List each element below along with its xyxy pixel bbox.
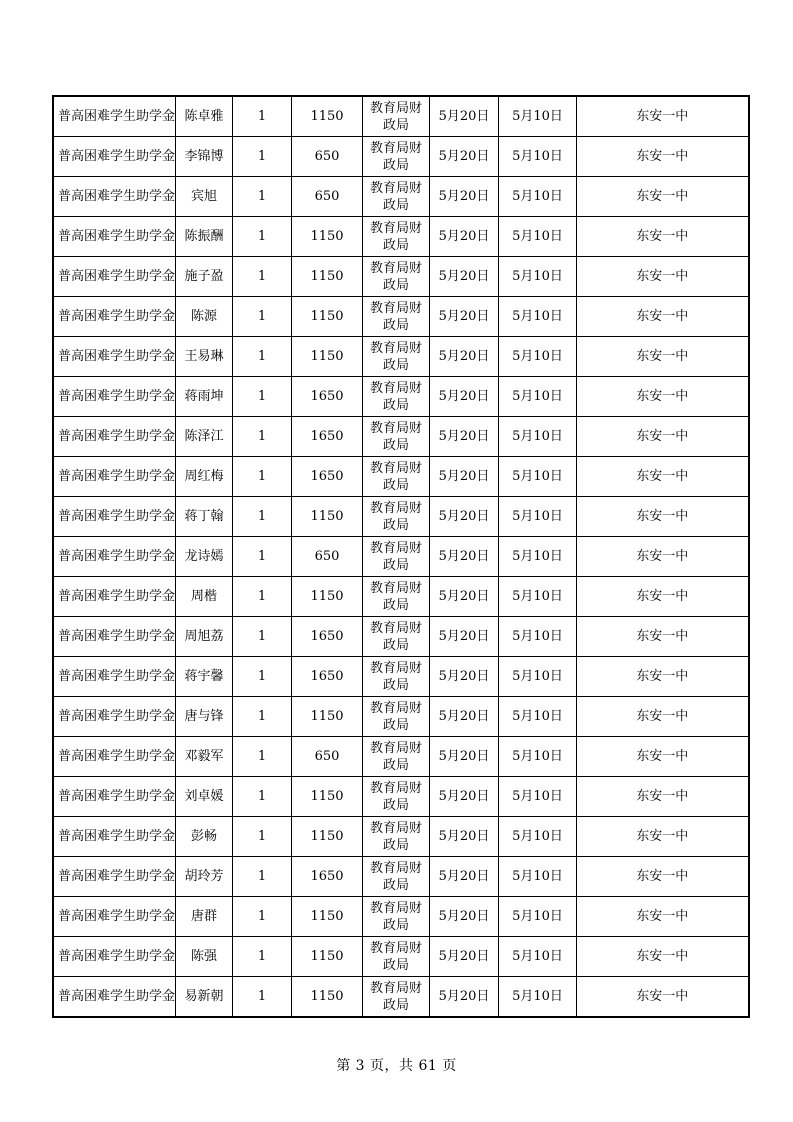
- date1-cell: 5月20日: [430, 897, 499, 937]
- source-text: 教育局财政局: [370, 460, 423, 493]
- subsidy-table: [52, 95, 750, 1018]
- date2-cell: 5月10日: [499, 377, 577, 417]
- date2-cell: 5月10日: [499, 697, 577, 737]
- amount-cell: 1150: [292, 297, 363, 337]
- source-text: 教育局财政局: [370, 220, 423, 253]
- source-cell: [363, 577, 430, 617]
- date2-cell: 5月10日: [499, 96, 577, 137]
- date2-cell: 5月10日: [499, 977, 577, 1018]
- amount-cell: 1150: [292, 937, 363, 977]
- item-cell: 普高困难学生助学金: [53, 897, 176, 937]
- amount-cell: 1650: [292, 377, 363, 417]
- count-cell: 1: [233, 257, 292, 297]
- amount-cell: 1650: [292, 457, 363, 497]
- source-cell: [363, 897, 430, 937]
- count-cell: 1: [233, 497, 292, 537]
- school-cell: 东安一中: [577, 177, 749, 217]
- date2-cell: 5月10日: [499, 457, 577, 497]
- date1-cell: 5月20日: [430, 177, 499, 217]
- item-cell: 普高困难学生助学金: [53, 577, 176, 617]
- name-cell: 唐与锋: [176, 697, 233, 737]
- item-cell: 普高困难学生助学金: [53, 937, 176, 977]
- count-cell: 1: [233, 617, 292, 657]
- table-row: [53, 96, 749, 137]
- date2-cell: 5月10日: [499, 577, 577, 617]
- table-row: [53, 897, 749, 937]
- name-cell: 胡玲芳: [176, 857, 233, 897]
- amount-cell: 1150: [292, 817, 363, 857]
- date1-cell: 5月20日: [430, 697, 499, 737]
- count-cell: 1: [233, 937, 292, 977]
- date2-cell: 5月10日: [499, 257, 577, 297]
- date1-cell: 5月20日: [430, 457, 499, 497]
- school-cell: 东安一中: [577, 297, 749, 337]
- item-cell: 普高困难学生助学金: [53, 737, 176, 777]
- source-cell: [363, 96, 430, 137]
- name-cell: 陈强: [176, 937, 233, 977]
- item-cell: 普高困难学生助学金: [53, 657, 176, 697]
- name-cell: 蒋宇馨: [176, 657, 233, 697]
- date2-cell: 5月10日: [499, 297, 577, 337]
- source-cell: [363, 137, 430, 177]
- date1-cell: 5月20日: [430, 377, 499, 417]
- name-cell: 陈源: [176, 297, 233, 337]
- source-text: 教育局财政局: [370, 580, 423, 613]
- name-cell: 王易琳: [176, 337, 233, 377]
- date1-cell: 5月20日: [430, 257, 499, 297]
- date2-cell: 5月10日: [499, 817, 577, 857]
- table-row: [53, 257, 749, 297]
- name-cell: 彭畅: [176, 817, 233, 857]
- name-cell: 李锦博: [176, 137, 233, 177]
- table-row: [53, 297, 749, 337]
- count-cell: 1: [233, 337, 292, 377]
- source-cell: [363, 497, 430, 537]
- source-text: 教育局财政局: [370, 740, 423, 773]
- date2-cell: 5月10日: [499, 337, 577, 377]
- school-cell: 东安一中: [577, 537, 749, 577]
- name-cell: 唐群: [176, 897, 233, 937]
- table-row: [53, 377, 749, 417]
- name-cell: 宾旭: [176, 177, 233, 217]
- source-text: 教育局财政局: [370, 820, 423, 853]
- source-cell: [363, 297, 430, 337]
- table-row: [53, 137, 749, 177]
- table-row: [53, 777, 749, 817]
- name-cell: 周旭荔: [176, 617, 233, 657]
- table-row: [53, 657, 749, 697]
- date1-cell: 5月20日: [430, 297, 499, 337]
- source-text: 教育局财政局: [370, 140, 423, 173]
- amount-cell: 1650: [292, 657, 363, 697]
- name-cell: 周楷: [176, 577, 233, 617]
- date1-cell: 5月20日: [430, 417, 499, 457]
- amount-cell: 650: [292, 737, 363, 777]
- count-cell: 1: [233, 137, 292, 177]
- source-cell: [363, 697, 430, 737]
- school-cell: 东安一中: [577, 377, 749, 417]
- school-cell: 东安一中: [577, 497, 749, 537]
- item-cell: 普高困难学生助学金: [53, 777, 176, 817]
- school-cell: 东安一中: [577, 817, 749, 857]
- source-cell: [363, 857, 430, 897]
- amount-cell: 1650: [292, 417, 363, 457]
- date1-cell: 5月20日: [430, 537, 499, 577]
- school-cell: 东安一中: [577, 137, 749, 177]
- school-cell: 东安一中: [577, 577, 749, 617]
- count-cell: 1: [233, 817, 292, 857]
- source-cell: [363, 337, 430, 377]
- date2-cell: 5月10日: [499, 737, 577, 777]
- school-cell: 东安一中: [577, 937, 749, 977]
- source-text: 教育局财政局: [370, 860, 423, 893]
- name-cell: 陈泽江: [176, 417, 233, 457]
- source-text: 教育局财政局: [370, 420, 423, 453]
- amount-cell: 1150: [292, 217, 363, 257]
- source-cell: [363, 417, 430, 457]
- table-row: [53, 417, 749, 457]
- table-row: [53, 857, 749, 897]
- date1-cell: 5月20日: [430, 577, 499, 617]
- item-cell: 普高困难学生助学金: [53, 817, 176, 857]
- date2-cell: 5月10日: [499, 537, 577, 577]
- name-cell: 龙诗嫣: [176, 537, 233, 577]
- date1-cell: 5月20日: [430, 857, 499, 897]
- source-cell: [363, 617, 430, 657]
- source-text: 教育局财政局: [370, 300, 423, 333]
- source-text: 教育局财政局: [370, 660, 423, 693]
- school-cell: 东安一中: [577, 96, 749, 137]
- amount-cell: 1150: [292, 777, 363, 817]
- item-cell: 普高困难学生助学金: [53, 96, 176, 137]
- date1-cell: 5月20日: [430, 137, 499, 177]
- source-text: 教育局财政局: [370, 900, 423, 933]
- item-cell: 普高困难学生助学金: [53, 417, 176, 457]
- date2-cell: 5月10日: [499, 657, 577, 697]
- source-text: 教育局财政局: [370, 620, 423, 653]
- item-cell: 普高困难学生助学金: [53, 537, 176, 577]
- count-cell: 1: [233, 977, 292, 1018]
- date1-cell: 5月20日: [430, 657, 499, 697]
- page-footer: 第 3 页，共 61 页: [336, 1058, 457, 1074]
- table-row: [53, 617, 749, 657]
- count-cell: 1: [233, 96, 292, 137]
- school-cell: 东安一中: [577, 617, 749, 657]
- name-cell: 蒋雨坤: [176, 377, 233, 417]
- source-text: 教育局财政局: [370, 980, 423, 1013]
- date2-cell: 5月10日: [499, 937, 577, 977]
- amount-cell: 650: [292, 537, 363, 577]
- item-cell: 普高困难学生助学金: [53, 257, 176, 297]
- source-cell: [363, 737, 430, 777]
- table-row: [53, 217, 749, 257]
- school-cell: 东安一中: [577, 697, 749, 737]
- date2-cell: 5月10日: [499, 777, 577, 817]
- item-cell: 普高困难学生助学金: [53, 137, 176, 177]
- count-cell: 1: [233, 777, 292, 817]
- amount-cell: 1150: [292, 897, 363, 937]
- source-cell: [363, 777, 430, 817]
- date2-cell: 5月10日: [499, 617, 577, 657]
- table-row: [53, 177, 749, 217]
- item-cell: 普高困难学生助学金: [53, 177, 176, 217]
- amount-cell: 1150: [292, 577, 363, 617]
- source-cell: [363, 657, 430, 697]
- school-cell: 东安一中: [577, 657, 749, 697]
- amount-cell: 1150: [292, 497, 363, 537]
- table-row: [53, 977, 749, 1018]
- school-cell: 东安一中: [577, 337, 749, 377]
- amount-cell: 1150: [292, 96, 363, 137]
- date1-cell: 5月20日: [430, 497, 499, 537]
- source-cell: [363, 977, 430, 1018]
- name-cell: 周红梅: [176, 457, 233, 497]
- item-cell: 普高困难学生助学金: [53, 977, 176, 1018]
- count-cell: 1: [233, 577, 292, 617]
- count-cell: 1: [233, 177, 292, 217]
- source-cell: [363, 217, 430, 257]
- date1-cell: 5月20日: [430, 817, 499, 857]
- date2-cell: 5月10日: [499, 417, 577, 457]
- count-cell: 1: [233, 657, 292, 697]
- source-text: 教育局财政局: [370, 340, 423, 373]
- source-text: 教育局财政局: [370, 940, 423, 973]
- source-cell: [363, 377, 430, 417]
- name-cell: 施子盈: [176, 257, 233, 297]
- table-row: [53, 697, 749, 737]
- date2-cell: 5月10日: [499, 497, 577, 537]
- source-cell: [363, 177, 430, 217]
- count-cell: 1: [233, 417, 292, 457]
- source-text: 教育局财政局: [370, 100, 423, 133]
- date1-cell: 5月20日: [430, 617, 499, 657]
- count-cell: 1: [233, 377, 292, 417]
- name-cell: 邓毅军: [176, 737, 233, 777]
- count-cell: 1: [233, 737, 292, 777]
- count-cell: 1: [233, 217, 292, 257]
- table-row: [53, 817, 749, 857]
- date1-cell: 5月20日: [430, 977, 499, 1018]
- school-cell: 东安一中: [577, 857, 749, 897]
- name-cell: 陈振酬: [176, 217, 233, 257]
- source-text: 教育局财政局: [370, 780, 423, 813]
- date2-cell: 5月10日: [499, 137, 577, 177]
- table-row: [53, 737, 749, 777]
- item-cell: 普高困难学生助学金: [53, 697, 176, 737]
- item-cell: 普高困难学生助学金: [53, 377, 176, 417]
- table-row: [53, 457, 749, 497]
- count-cell: 1: [233, 457, 292, 497]
- school-cell: 东安一中: [577, 737, 749, 777]
- date2-cell: 5月10日: [499, 177, 577, 217]
- item-cell: 普高困难学生助学金: [53, 457, 176, 497]
- school-cell: 东安一中: [577, 217, 749, 257]
- amount-cell: 1650: [292, 617, 363, 657]
- amount-cell: 1150: [292, 257, 363, 297]
- date1-cell: 5月20日: [430, 337, 499, 377]
- count-cell: 1: [233, 537, 292, 577]
- school-cell: 东安一中: [577, 257, 749, 297]
- item-cell: 普高困难学生助学金: [53, 857, 176, 897]
- source-cell: [363, 937, 430, 977]
- school-cell: 东安一中: [577, 457, 749, 497]
- source-text: 教育局财政局: [370, 380, 423, 413]
- table-row: [53, 537, 749, 577]
- date1-cell: 5月20日: [430, 777, 499, 817]
- amount-cell: 650: [292, 177, 363, 217]
- item-cell: 普高困难学生助学金: [53, 337, 176, 377]
- amount-cell: 1150: [292, 337, 363, 377]
- item-cell: 普高困难学生助学金: [53, 217, 176, 257]
- date1-cell: 5月20日: [430, 937, 499, 977]
- item-cell: 普高困难学生助学金: [53, 297, 176, 337]
- table-body: [53, 96, 749, 1017]
- date2-cell: 5月10日: [499, 857, 577, 897]
- name-cell: 陈卓雅: [176, 96, 233, 137]
- amount-cell: 650: [292, 137, 363, 177]
- school-cell: 东安一中: [577, 777, 749, 817]
- school-cell: 东安一中: [577, 897, 749, 937]
- amount-cell: 1150: [292, 697, 363, 737]
- table-row: [53, 497, 749, 537]
- source-cell: [363, 457, 430, 497]
- date1-cell: 5月20日: [430, 96, 499, 137]
- table-row: [53, 337, 749, 377]
- count-cell: 1: [233, 857, 292, 897]
- source-text: 教育局财政局: [370, 500, 423, 533]
- school-cell: 东安一中: [577, 417, 749, 457]
- table-row: [53, 937, 749, 977]
- source-text: 教育局财政局: [370, 260, 423, 293]
- source-text: 教育局财政局: [370, 180, 423, 213]
- amount-cell: 1150: [292, 977, 363, 1018]
- count-cell: 1: [233, 697, 292, 737]
- name-cell: 易新朝: [176, 977, 233, 1018]
- source-cell: [363, 257, 430, 297]
- count-cell: 1: [233, 897, 292, 937]
- name-cell: 刘卓媛: [176, 777, 233, 817]
- source-text: 教育局财政局: [370, 700, 423, 733]
- date2-cell: 5月10日: [499, 897, 577, 937]
- source-cell: [363, 817, 430, 857]
- table-row: [53, 577, 749, 617]
- source-text: 教育局财政局: [370, 540, 423, 573]
- item-cell: 普高困难学生助学金: [53, 497, 176, 537]
- source-cell: [363, 537, 430, 577]
- name-cell: 蒋丁翰: [176, 497, 233, 537]
- amount-cell: 1650: [292, 857, 363, 897]
- item-cell: 普高困难学生助学金: [53, 617, 176, 657]
- count-cell: 1: [233, 297, 292, 337]
- date1-cell: 5月20日: [430, 737, 499, 777]
- date2-cell: 5月10日: [499, 217, 577, 257]
- date1-cell: 5月20日: [430, 217, 499, 257]
- school-cell: 东安一中: [577, 977, 749, 1018]
